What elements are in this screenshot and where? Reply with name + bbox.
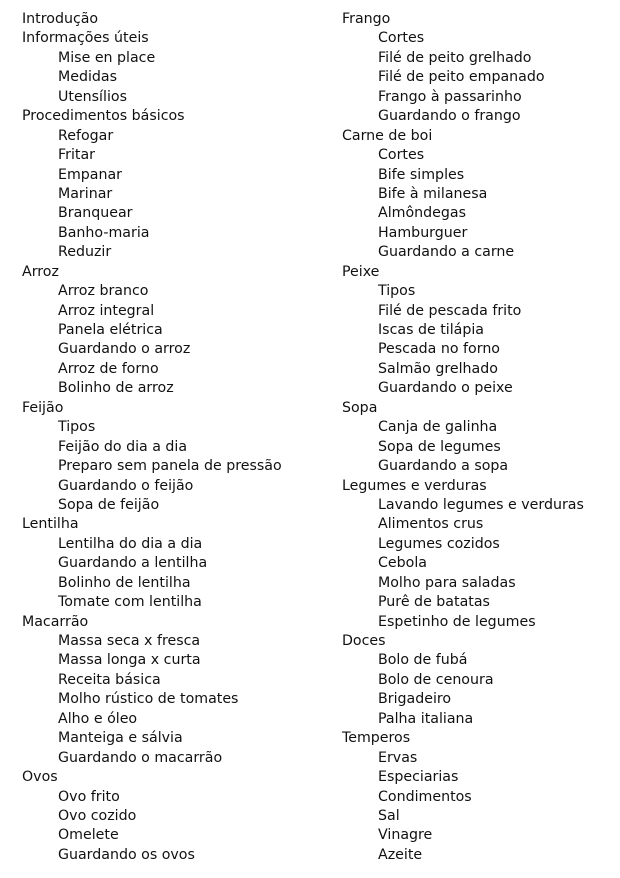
toc-entry-bolo-de-fuba: Bolo de fubá (378, 652, 468, 669)
toc-entry-marinar: Marinar (58, 185, 113, 202)
toc-entry-hamburguer: Hamburguer (378, 224, 468, 241)
toc-section-legumes-e-verduras: Legumes e verduras (342, 477, 487, 494)
toc-entry-guardando-a-lentilha: Guardando a lentilha (58, 555, 208, 572)
toc-entry-utensilios: Utensílios (58, 88, 127, 105)
toc-entry-branquear: Branquear (58, 205, 133, 222)
toc-entry-file-de-peito-empanado: Filé de peito empanado (378, 69, 545, 86)
toc-section-peixe: Peixe (342, 263, 380, 280)
toc-entry-bolinho-de-arroz: Bolinho de arroz (58, 380, 174, 397)
toc-entry-guardando-o-macarrao: Guardando o macarrão (58, 749, 223, 766)
toc-entry-sopa-de-legumes: Sopa de legumes (378, 438, 501, 455)
toc-entry-medidas: Medidas (58, 69, 118, 86)
toc-entry-guardando-a-carne: Guardando a carne (378, 244, 515, 261)
toc-entry-bolo-de-cenoura: Bolo de cenoura (378, 671, 494, 688)
toc-section-informacoes-uteis: Informações úteis (22, 30, 149, 47)
toc-section-feijao: Feijão (22, 399, 64, 416)
toc-entry-cortes: Cortes (378, 30, 425, 47)
toc-column-right (342, 10, 618, 865)
toc-entry-arroz-branco: Arroz branco (58, 283, 149, 300)
toc-entry-guardando-os-ovos: Guardando os ovos (58, 846, 195, 863)
toc-entry-lavando-legumes-e-verduras: Lavando legumes e verduras (378, 496, 584, 513)
toc-entry-canja-de-galinha: Canja de galinha (378, 419, 498, 436)
toc-entry-brigadeiro: Brigadeiro (378, 691, 452, 708)
toc-entry-azeite: Azeite (378, 846, 423, 863)
toc-entry-file-de-pescada-frito: Filé de pescada frito (378, 302, 522, 319)
toc-entry-omelete: Omelete (58, 827, 119, 844)
toc-section-arroz: Arroz (22, 263, 59, 280)
toc-entry-manteiga-e-salvia: Manteiga e sálvia (58, 730, 183, 747)
toc-entry-bolinho-de-lentilha: Bolinho de lentilha (58, 574, 191, 591)
toc-entry-tipos: Tipos (58, 419, 96, 436)
toc-entry-guardando-o-frango: Guardando o frango (378, 108, 521, 125)
toc-entry-vinagre: Vinagre (378, 827, 433, 844)
toc-entry-bife-simples: Bife simples (378, 166, 465, 183)
toc-entry-lentilha-do-dia-a-dia: Lentilha do dia a dia (58, 535, 203, 552)
toc-section-procedimentos-basicos: Procedimentos básicos (22, 108, 185, 125)
toc-entry-pescada-no-forno: Pescada no forno (378, 341, 500, 358)
toc-entry-arroz-integral: Arroz integral (58, 302, 155, 319)
toc-section-temperos: Temperos (342, 730, 411, 747)
toc-entry-file-de-peito-grelhado: Filé de peito grelhado (378, 49, 532, 66)
toc-entry-molho-rustico-de-tomates: Molho rústico de tomates (58, 691, 239, 708)
toc-entry-frango-a-passarinho: Frango à passarinho (378, 88, 522, 105)
toc-entry-alho-e-oleo: Alho e óleo (58, 710, 138, 727)
toc-entry-guardando-o-peixe: Guardando o peixe (378, 380, 513, 397)
toc-entry-tomate-com-lentilha: Tomate com lentilha (58, 594, 202, 611)
toc-entry-guardando-a-sopa: Guardando a sopa (378, 458, 509, 475)
toc-entry-sopa-de-feijao: Sopa de feijão (58, 496, 160, 513)
toc-entry-preparo-sem-panela-de-pressao: Preparo sem panela de pressão (58, 458, 282, 475)
toc-entry-receita-basica: Receita básica (58, 671, 161, 688)
toc-entry-cebola: Cebola (378, 555, 427, 572)
toc-entry-palha-italiana: Palha italiana (378, 710, 474, 727)
toc-entry-tipos: Tipos (378, 283, 416, 300)
toc-entry-banho-maria: Banho-maria (58, 224, 150, 241)
toc-entry-ovo-cozido: Ovo cozido (58, 807, 137, 824)
toc-entry-guardando-o-arroz: Guardando o arroz (58, 341, 191, 358)
toc-section-lentilha: Lentilha (22, 516, 79, 533)
toc-entry-almondegas: Almôndegas (378, 205, 466, 222)
toc-entry-legumes-cozidos: Legumes cozidos (378, 535, 500, 552)
toc-section-introducao: Introdução (22, 11, 99, 27)
toc-section-macarrao: Macarrão (22, 613, 89, 630)
toc-entry-panela-eletrica: Panela elétrica (58, 322, 163, 338)
toc-entry-iscas-de-tilapia: Iscas de tilápia (378, 322, 484, 338)
toc-column-left (22, 10, 322, 865)
toc-entry-ovo-frito: Ovo frito (58, 788, 120, 805)
toc-entry-empanar: Empanar (58, 166, 123, 183)
toc-section-doces: Doces (342, 633, 386, 649)
toc-entry-molho-para-saladas: Molho para saladas (378, 574, 516, 591)
toc-entry-pure-de-batatas: Purê de batatas (378, 594, 490, 611)
toc-entry-arroz-de-forno: Arroz de forno (58, 360, 159, 377)
toc-entry-refogar: Refogar (58, 127, 114, 144)
toc-section-sopa: Sopa (342, 399, 378, 416)
toc-entry-reduzir: Reduzir (58, 244, 112, 261)
toc-entry-alimentos-crus: Alimentos crus (378, 516, 484, 533)
toc-section-ovos: Ovos (22, 769, 58, 786)
toc-entry-ervas: Ervas (378, 749, 418, 766)
toc-entry-condimentos: Condimentos (378, 788, 472, 805)
toc-entry-fritar: Fritar (58, 147, 95, 164)
toc-entry-bife-a-milanesa: Bife à milanesa (378, 185, 488, 202)
toc-entry-massa-seca-x-fresca: Massa seca x fresca (58, 633, 201, 649)
toc-entry-guardando-o-feijao: Guardando o feijão (58, 477, 194, 494)
toc-entry-salmao-grelhado: Salmão grelhado (378, 360, 498, 377)
toc-section-carne-de-boi: Carne de boi (342, 127, 433, 144)
toc-entry-feijao-do-dia-a-dia: Feijão do dia a dia (58, 438, 188, 455)
toc-section-frango: Frango (342, 11, 391, 27)
toc-entry-massa-longa-x-curta: Massa longa x curta (58, 652, 201, 669)
toc-entry-sal: Sal (378, 807, 400, 824)
toc-entry-especiarias: Especiarias (378, 769, 459, 786)
toc-entry-cortes: Cortes (378, 147, 425, 164)
toc-entry-mise-en-place: Mise en place (58, 49, 156, 66)
toc-entry-espetinho-de-legumes: Espetinho de legumes (378, 613, 536, 630)
